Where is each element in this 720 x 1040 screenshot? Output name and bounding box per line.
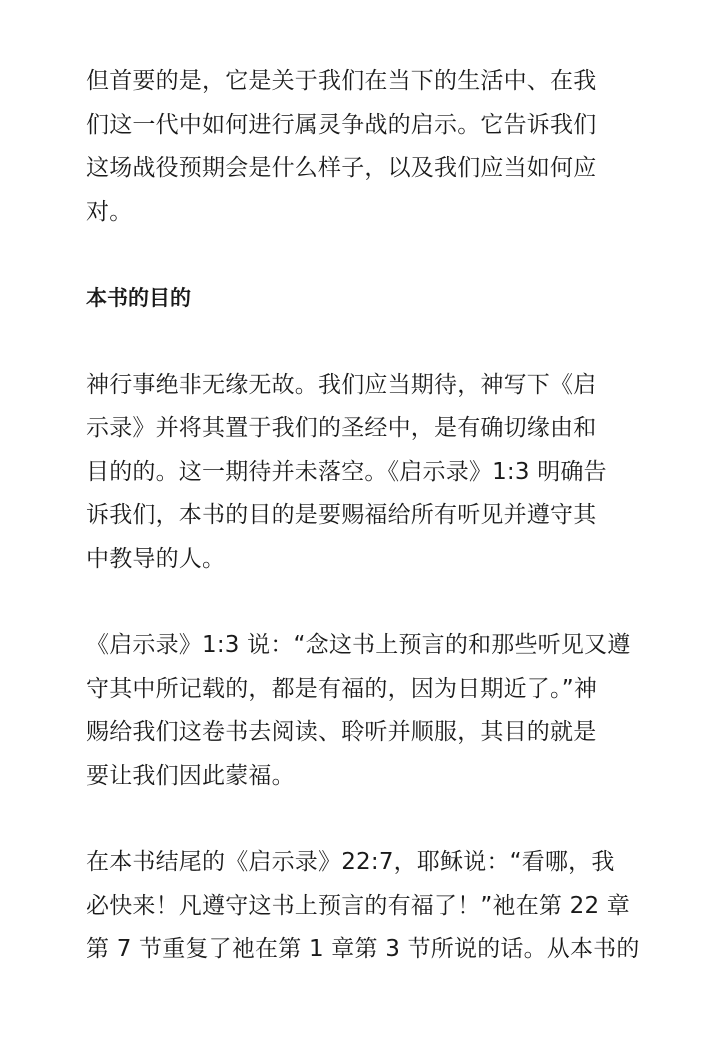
text-line: 但首要的是，它是关于我们在当下的生活中、在我 [86,68,597,94]
quote-paragraph [86,624,646,798]
text-line: 对。 [86,198,133,225]
text-line: 们这一代中如何进行属灵争战的启示。它告诉我们 [86,111,597,138]
text-line: 赐给我们这卷书去阅读、聆听并顺服，其目的就是 [86,719,597,745]
text-line: 在本书结尾的《启示录》22:7，耶稣说：“看哪，我 [86,849,615,875]
section-heading: 本书的目的 [86,286,191,310]
text-line: 要让我们因此蒙福。 [86,762,295,789]
text-line: 第 7 节重复了祂在第 1 章第 3 节所说的话。从本书的 [86,936,640,962]
text-line: 必快来！凡遵守这书上预言的有福了！”祂在第 22 章 [86,892,631,919]
purpose-paragraph [86,364,646,582]
text-line: 中教导的人。 [86,545,226,572]
text-line: 示录》并将其置于我们的圣经中，是有确切缘由和 [86,415,597,441]
text-line: 目的的。这一期待并未落空。《启示录》1:3 明确告 [86,458,607,485]
text-line: 《启示录》1:3 说：“念这书上预言的和那些听见又遵 [86,632,631,658]
closing-paragraph [86,841,646,972]
document-page [86,60,646,1015]
text-line: 这场战役预期会是什么样子，以及我们应当如何应 [86,155,597,181]
intro-paragraph [86,60,646,234]
text-line: 诉我们，本书的目的是要赐福给所有听见并遵守其 [86,502,597,528]
text-line: 神行事绝非无缘无故。我们应当期待，神写下《启 [86,371,597,398]
text-line: 守其中所记载的，都是有福的，因为日期近了。”神 [86,675,598,702]
